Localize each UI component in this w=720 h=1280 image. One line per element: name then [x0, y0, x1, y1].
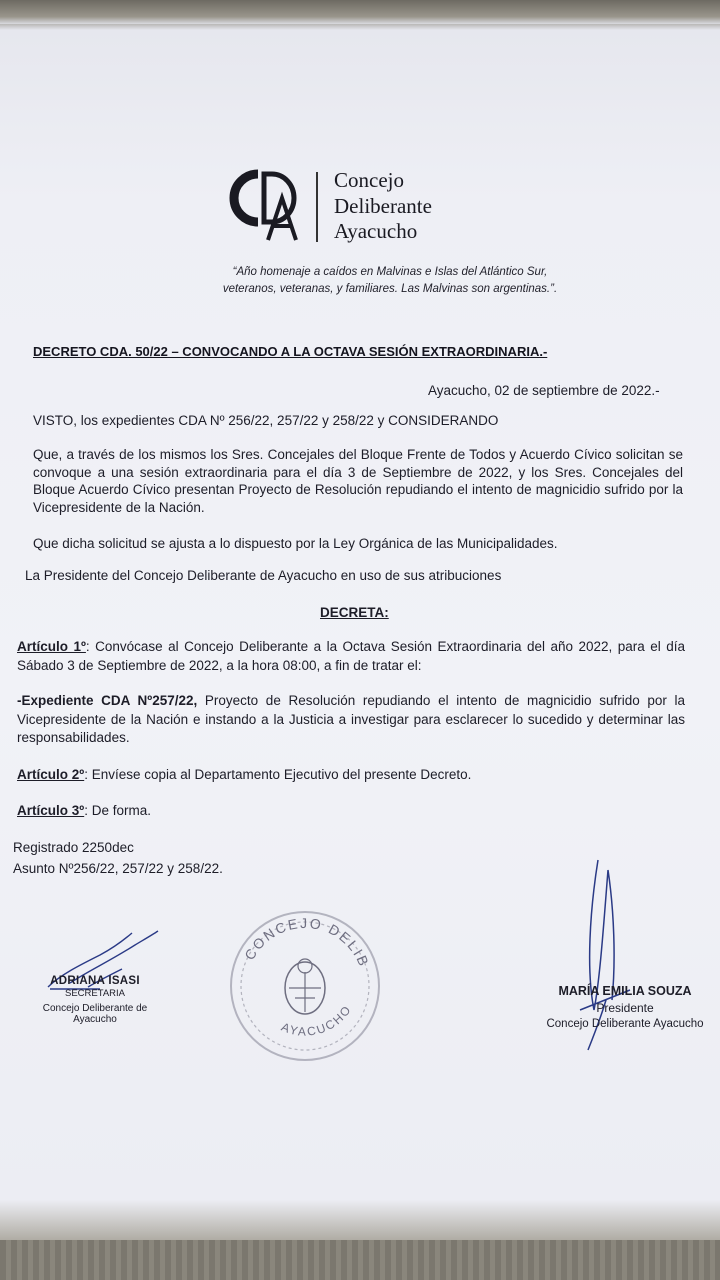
- page-bottom-edge: [0, 1240, 720, 1280]
- right-signer-role: Presidente: [596, 1001, 654, 1015]
- svg-text:AYACUCHO: [279, 1002, 354, 1039]
- article-2-text: : Envíese copia al Departamento Ejecutivo del presente Decreto.: [84, 767, 472, 782]
- registry-line1: Registrado 2250dec: [13, 840, 134, 855]
- official-seal-icon: [225, 906, 385, 1066]
- left-signer-org: Concejo Deliberante de Ayacucho: [42, 1003, 148, 1025]
- decreta-heading: DECRETA:: [320, 605, 389, 620]
- org-name-line1: Concejo: [334, 168, 404, 192]
- right-signature-block: [540, 984, 710, 1030]
- article-1-text: : Convócase al Concejo Deliberante a la Octava Sesión Extraordinaria del año 2022, para el día Sábado 3 de Septiembre de 2022, a la hora 08:00, a fin de tratar el:: [17, 639, 685, 673]
- motto-line2: veteranos, veteranas, y familiares. Las Malvinas son argentinas.”.: [222, 283, 558, 295]
- registry-info: [13, 837, 223, 879]
- expediente-label: -Expediente CDA Nº257/22,: [17, 693, 198, 708]
- article-3-text: : De forma.: [84, 803, 151, 818]
- left-signer-name: ADRIANA ISASI: [50, 975, 140, 987]
- page-top-edge: [0, 0, 720, 24]
- org-name-line3: Ayacucho: [334, 219, 418, 243]
- article-1: [17, 638, 685, 675]
- date-line: Ayacucho, 02 de septiembre de 2022.-: [428, 383, 660, 398]
- article-2-label: Artículo 2º: [17, 767, 85, 782]
- decree-title: DECRETO CDA. 50/22 – CONVOCANDO A LA OCTAVA SESIÓN EXTRAORDINARIA.-: [33, 344, 548, 359]
- ley-paragraph: Que dicha solicitud se ajusta a lo dispuesto por la Ley Orgánica de las Municipalidades.: [33, 536, 558, 551]
- seal-bottom-text: AYACUCHO: [279, 1002, 355, 1039]
- visto-paragraph: VISTO, los expedientes CDA Nº 256/22, 257/22 y 258/22 y CONSIDERANDO: [33, 413, 499, 428]
- expediente-text: Proyecto de Resolución repudiando el intento de magnicidio sufrido por la Vicepresidente de la Nación e instando a la Justicia a investigar para esclarecer lo sucedido y determinar las responsabilidades.: [17, 693, 685, 745]
- presidente-paragraph: La Presidente del Concejo Deliberante de Ayacucho en uso de sus atribuciones: [25, 568, 502, 583]
- org-name-line2: Deliberante: [334, 193, 432, 218]
- logo-divider: [316, 172, 318, 242]
- motto: [190, 264, 590, 298]
- article-1-label: Artículo 1º: [17, 639, 86, 654]
- right-signer-name: MARÍA EMILIA SOUZA: [558, 984, 692, 998]
- org-name: [334, 168, 432, 245]
- expediente-item: [17, 692, 685, 748]
- article-3: [17, 802, 685, 821]
- right-signer-org: Concejo Deliberante Ayacucho: [546, 1018, 704, 1030]
- article-3-label: Artículo 3º: [17, 803, 85, 818]
- left-signature-block: [20, 975, 170, 1025]
- motto-line1: “Año homenaje a caídos en Malvinas e Islas del Atlántico Sur,: [232, 266, 548, 278]
- article-2: [17, 766, 685, 785]
- registry-line2: Asunto Nº256/22, 257/22 y 258/22.: [13, 861, 223, 876]
- cda-logo-icon: [224, 168, 304, 242]
- considerando-paragraph: Que, a través de los mismos los Sres. Concejales del Bloque Frente de Todos y Acuerdo Cívico solicitan se convoque a una sesión extraordinaria para el día 3 de Septiembre de 2022, y los Sres. Concejales del Bloque Acuerdo Cívico presentan Proyecto de Resolución repudiando el intento de magnicidio sufrido por la Vicepresidente de la Nación.: [33, 447, 683, 515]
- left-signer-role: SECRETARIA: [64, 988, 125, 999]
- seal-top-text: CONCEJO DELIB: [241, 914, 373, 970]
